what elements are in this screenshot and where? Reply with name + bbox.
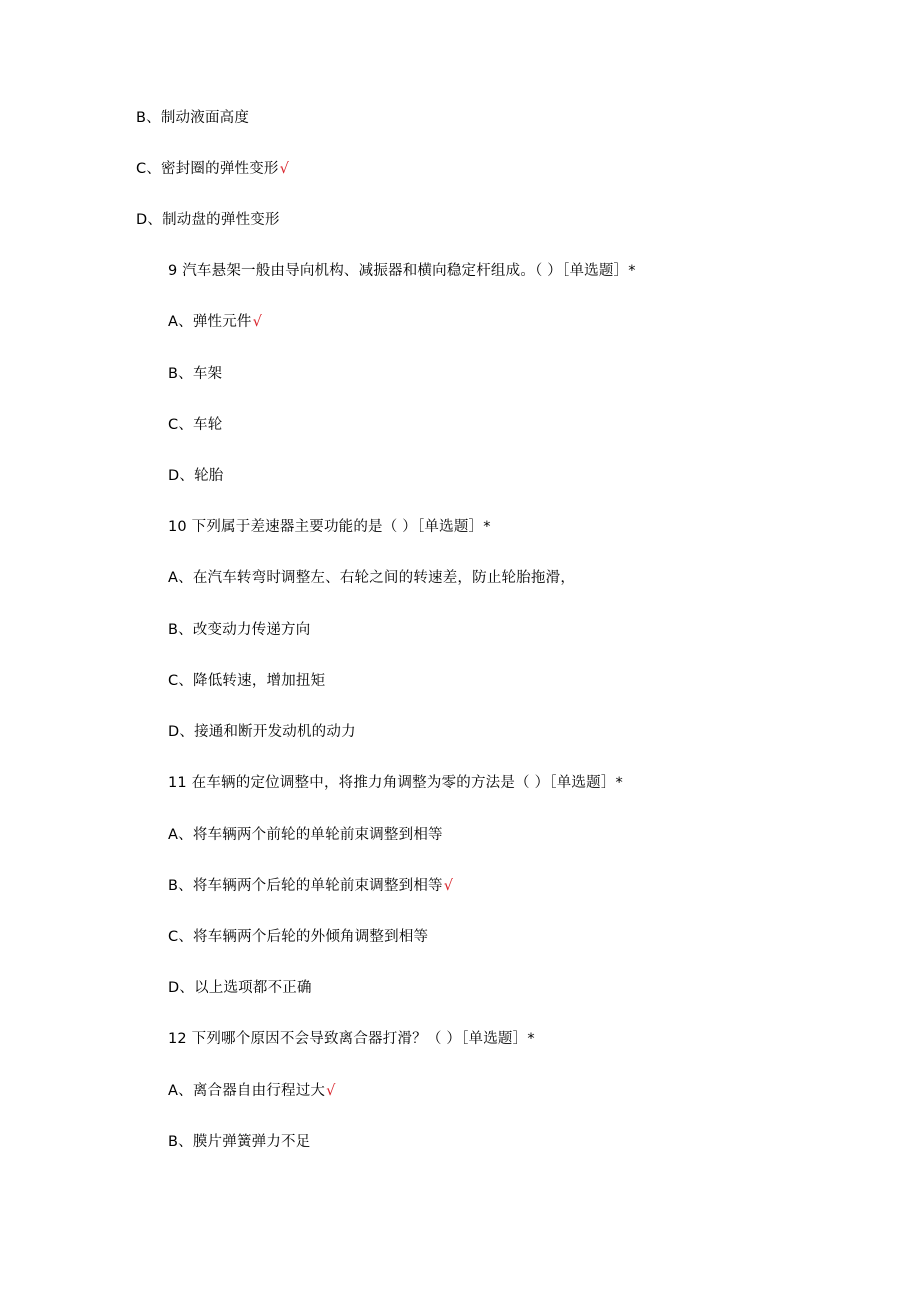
q11-option-c [168,927,428,947]
check-mark-icon: √ [443,878,454,894]
option-text: A、将车辆两个前轮的单轮前束调整到相等 [168,827,443,843]
q10-option-c [168,671,325,691]
q10-option-b [168,620,310,640]
option-text: A、离合器自由行程过大 [168,1083,326,1099]
q9-option-c [168,415,222,435]
q12-option-b [168,1132,310,1152]
option-text: B、制动液面高度 [136,110,250,126]
option-text: C、降低转速，增加扭矩 [168,673,326,689]
q8-option-d [136,210,280,230]
option-text: D、轮胎 [168,468,224,484]
option-text: C、车轮 [168,417,223,433]
q12-title [168,1029,535,1049]
q11-option-d [168,978,312,998]
check-mark-icon: √ [252,314,263,330]
q9-option-a [168,312,262,332]
question-text: 10 下列属于差速器主要功能的是（ ）［单选题］* [168,519,491,535]
option-text: B、改变动力传递方向 [168,622,311,638]
option-text: D、接通和断开发动机的动力 [168,724,356,740]
q12-option-a [168,1081,336,1101]
q10-option-a [168,568,575,588]
option-text: A、弹性元件 [168,314,252,330]
q9-option-d [168,466,223,486]
question-text: 12 下列哪个原因不会导致离合器打滑？（ ）［单选题］* [168,1031,535,1047]
option-text: D、以上选项都不正确 [168,980,312,996]
option-text: B、车架 [168,366,223,382]
option-text: C、密封圈的弹性变形 [136,161,279,177]
option-text: C、将车辆两个后轮的外倾角调整到相等 [168,929,429,945]
q8-option-c [136,159,289,179]
q11-option-b [168,876,453,896]
q9-option-b [168,364,222,384]
option-text: D、制动盘的弹性变形 [136,212,280,228]
option-text: A、在汽车转弯时调整左、右轮之间的转速差，防止轮胎拖滑， [168,570,576,586]
q11-title [168,773,623,793]
question-text: 11 在车辆的定位调整中，将推力角调整为零的方法是（ ）［单选题］* [168,775,623,791]
q9-title [168,261,636,281]
question-text: 9 汽车悬架一般由导向机构、减振器和横向稳定杆组成。（ ）［单选题］* [168,263,636,279]
option-text: B、将车辆两个后轮的单轮前束调整到相等 [168,878,443,894]
check-mark-icon: √ [326,1083,336,1099]
q10-title [168,517,491,537]
q10-option-d [168,722,356,742]
option-text: B、膜片弹簧弹力不足 [168,1134,311,1150]
check-mark-icon: √ [279,161,290,177]
q11-option-a [168,825,443,845]
q8-option-b [136,108,249,128]
